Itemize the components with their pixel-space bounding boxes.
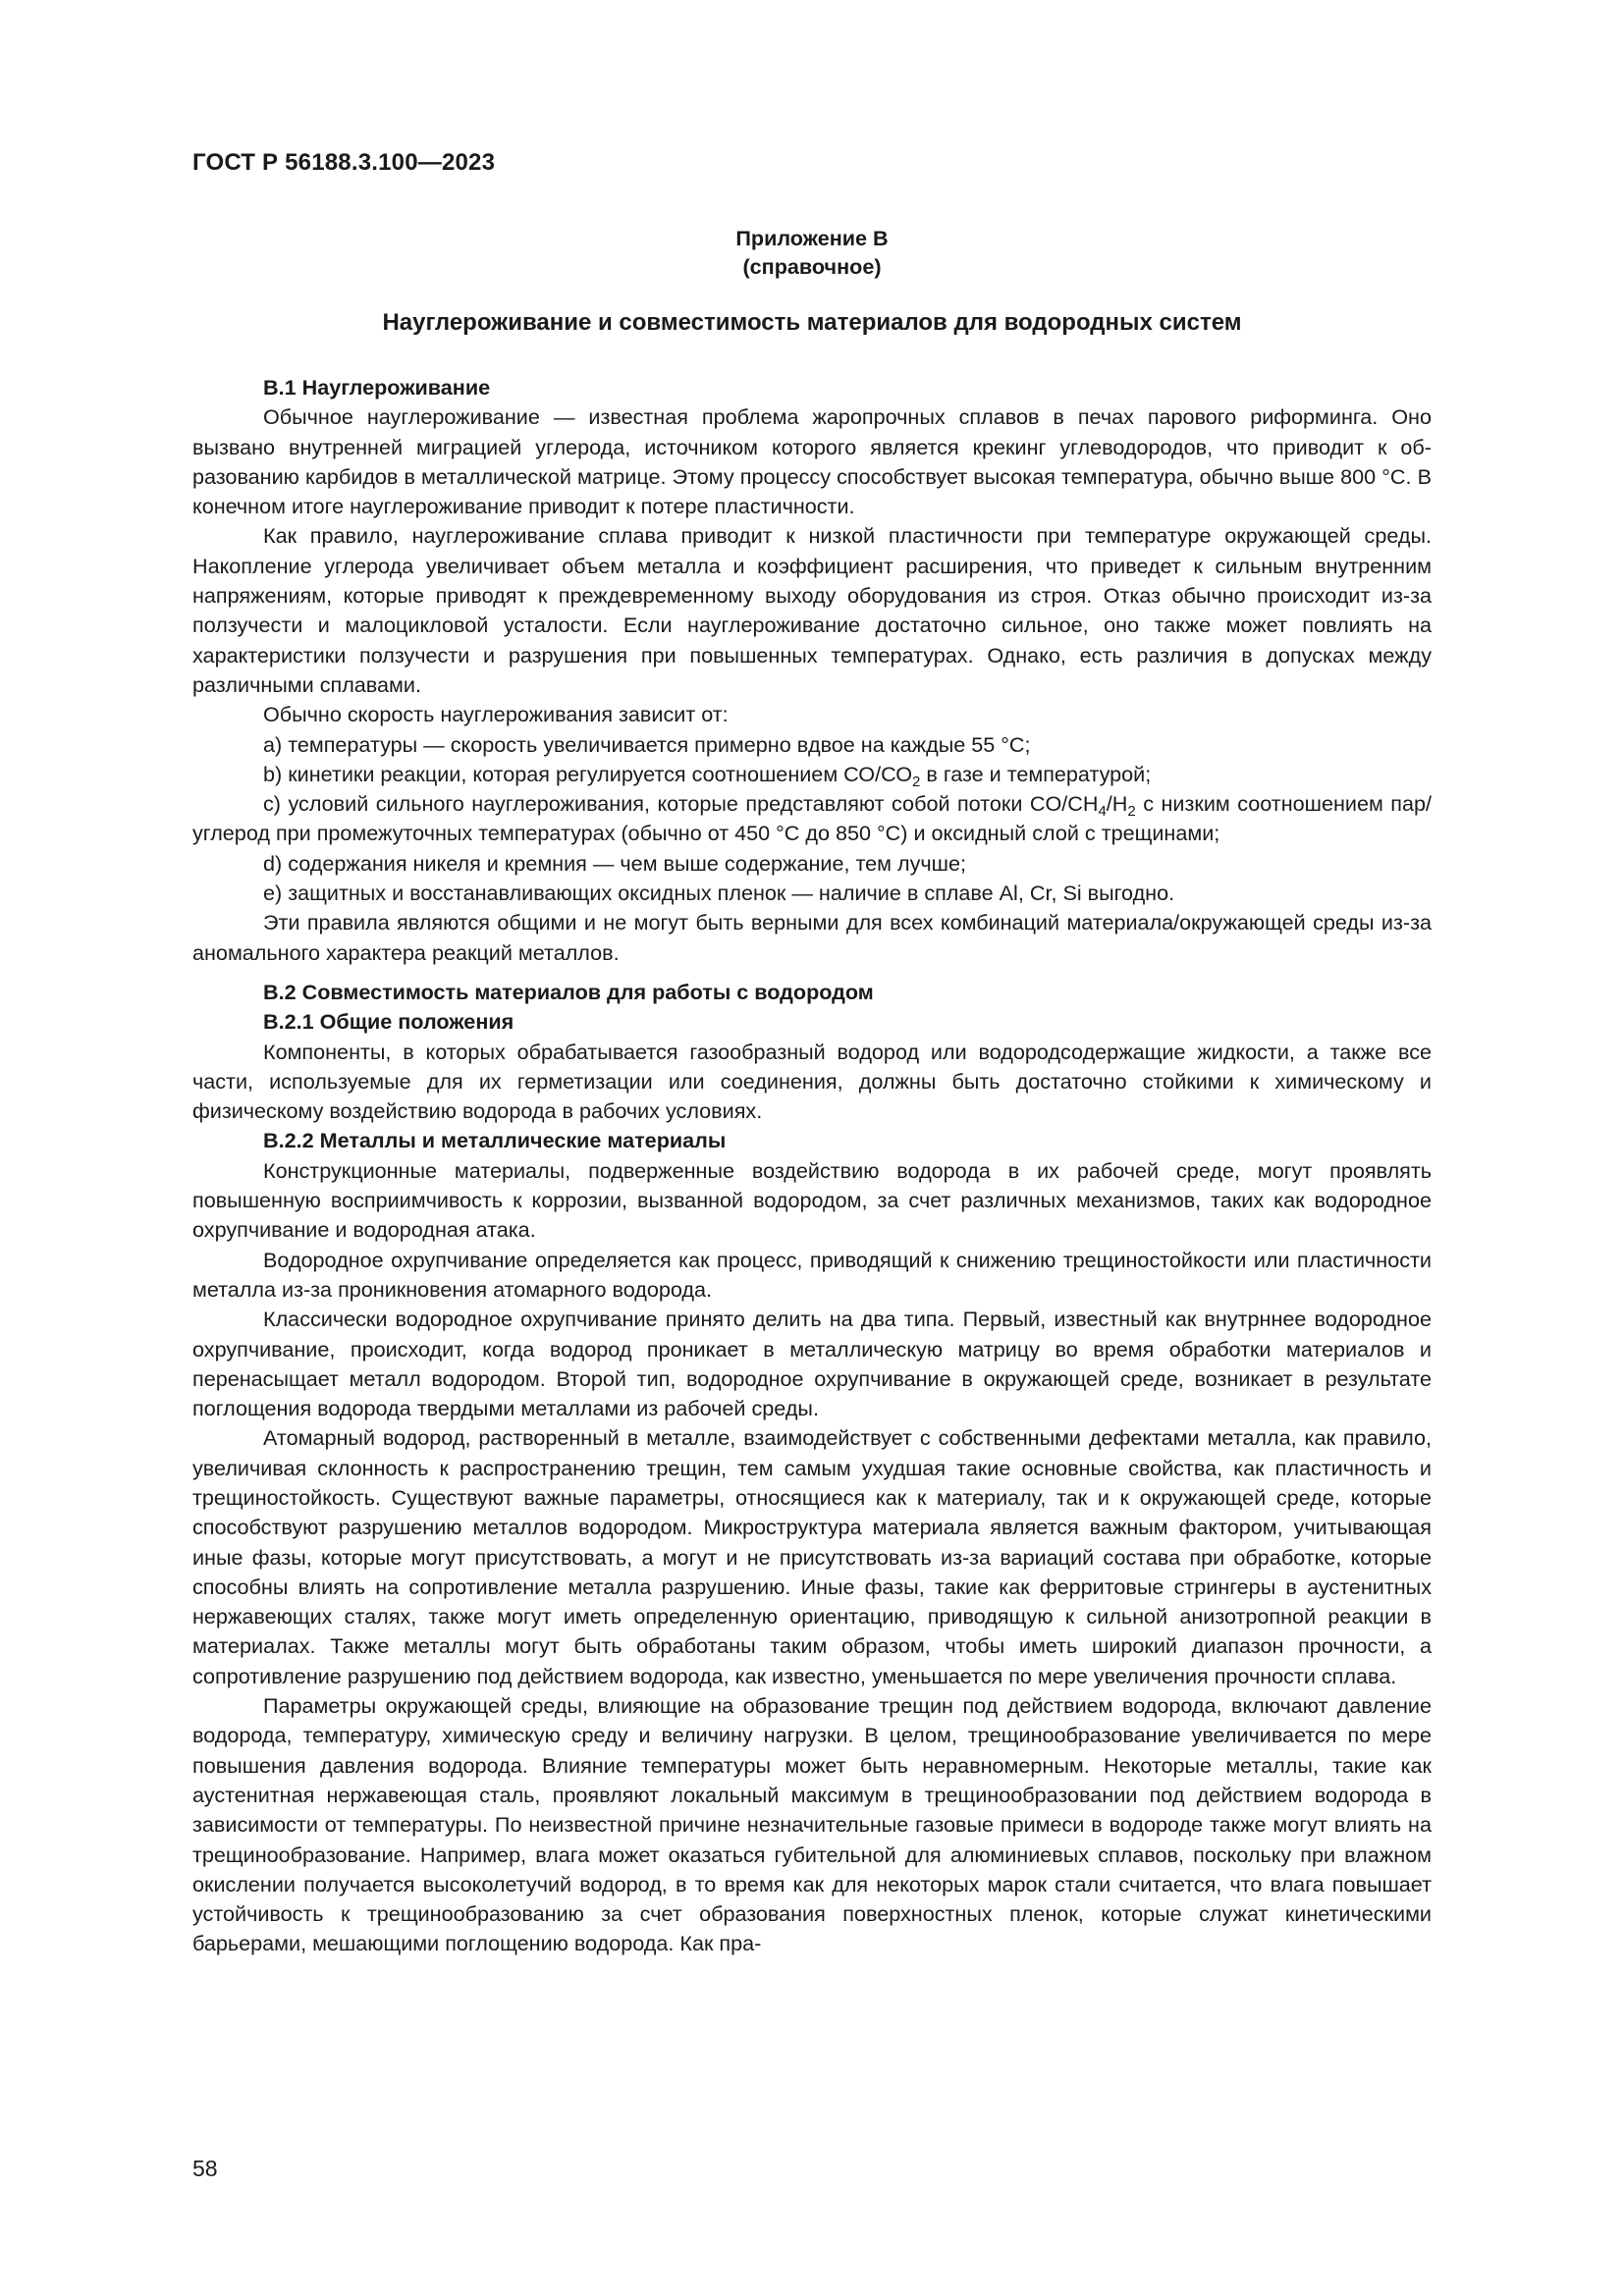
appendix-kind: (справочное) [742, 254, 882, 279]
subsection-heading-b22: В.2.2 Металлы и металлические материалы [263, 1128, 727, 1153]
section-heading-b1: В.1 Науглероживание [263, 375, 491, 400]
paragraph: Водородное охрупчивание определяется как процесс, приводящий к снижению трещиностойкости или пластичности металла из-за проникновения атомарного водорода. [192, 1247, 1432, 1302]
document-code: ГОСТ Р 56188.3.100—2023 [192, 149, 496, 176]
paragraph: Компоненты, в которых обрабатывается газообразный водород или водородсодержащие жидкости, а также все части, используемые для их герметизации или соединения, должны быть достаточно стойкими к химическому и физическому воздействию водорода в рабочих условиях. [192, 1039, 1432, 1124]
page-number: 58 [192, 2156, 218, 2181]
paragraph: Как правило, науглероживание сплава приводит к низкой пластичности при температуре окружающей среды. Накопление углерода увеличивает объем металла и коэффициент расширения, что приведет к сильным внутренним напряжениям, которые приводят к преждевременному выходу оборудования из строя. Отказ обычно происходит из-за ползучести и малоцикловой усталости. Если науглероживание достаточно сильное, оно также может повлиять на характеристики ползучести и разрушения при повышенных температурах. Однако, есть различия в допусках между различными сплавами. [192, 523, 1432, 697]
page-content [192, 224, 1432, 1959]
list-item: с) условий сильного науглероживания, которые представляют собой потоки $CO/CH_4/H_2$ с низким соотношением пар/углерод при промежуточных температурах (обычно от 450 °С до 850 °С) и оксидный слой с трещинами; [192, 791, 1432, 846]
paragraph: Классически водородное охрупчивание принято делить на два типа. Первый, известный как внутрннее водородное охрупчивание, происходит, когда водород проникает в металлическую матрицу во время обработки материалов и перенасыщает металл водородом. Второй тип, водородное охрупчивание в окружающей среде, возникает в результате поглощения водорода твердыми металлами из рабочей среды. [192, 1307, 1432, 1421]
appendix-heading: Науглероживание и совместимость материалов для водородных систем [382, 309, 1242, 336]
list-item: a) температуры — скорость увеличивается примерно вдвое на каждые 55 °С; [263, 731, 1031, 757]
list-item: e) защитных и восстанавливающих оксидных пленок — наличие в сплаве Al, Cr, Si выгодно. [263, 881, 1175, 906]
paragraph: Атомарный водород, растворенный в металле, взаимодействует с собственными дефектами металла, как правило, увеличивая склонность к распространению трещин, тем самым ухудшая такие основные свойства, как пластичность и трещиностойкость. Существуют важные параметры, относящиеся как к материалу, так и к окружающей среде, которые способствуют разрушению металлов водородом. Микроструктура материала является важным фактором, учитывающая иные фазы, которые могут присутствовать, а могут и не присутствовать из-за вариаций состава при обработке, которые способны влиять на сопротивление металла разрушению. Иные фазы, такие как ферритовые стрингеры в аустенитных нержавеющих сталях, также могут иметь определенную ориентацию, приводящую к сильной анизотропной реакции в материалах. Также металлы могут быть обработаны таким образом, чтобы иметь широкий диапазон прочности, а сопротивление разрушению под действием водорода, как известно, уменьшается по мере увеличения прочности сплава. [192, 1425, 1432, 1688]
section-heading-b2: В.2 Совместимость материалов для работы с водородом [263, 979, 874, 1004]
paragraph: Конструкционные материалы, подверженные воздействию водорода в их рабочей среде, могут проявлять повышенную восприимчивость к коррозии, вызванной водородом, за счет различных механизмов, таких как водородное охрупчивание и водородная атака. [192, 1157, 1432, 1243]
appendix-title: Приложение В [735, 226, 889, 250]
subsection-heading-b21: В.2.1 Общие положения [263, 1009, 514, 1035]
paragraph: Обычное науглероживание — известная проблема жаропрочных сплавов в печах парового риформинга. Оно вызвано внутренней миграцией углерода, источником которого является крекинг углеводородов, что приводит к образованию карбидов в металлической матрице. Этому процессу способствует высокая температура, обычно выше 800 °С. В конечном итоге науглероживание приводит к потере пластичности. [192, 404, 1432, 519]
carburization-factor-list [192, 730, 1432, 909]
list-item: b) кинетики реакции, которая регулируется соотношением $СО/СО_2$ в газе и температурой; [263, 761, 1152, 790]
list-item: d) содержания никеля и кремния — чем выше содержание, тем лучше; [263, 850, 966, 876]
paragraph: Обычно скорость науглероживания зависит от: [263, 702, 729, 727]
paragraph: Параметры окружающей среды, влияющие на образование трещин под действием водорода, включают давление водорода, температуру, химическую среду и величину нагрузки. В целом, трещинообразование увеличивается по мере повышения давления водорода. Влияние температуры может быть неравномерным. Некоторые металлы, такие как аустенитная нержавеющая сталь, проявляют локальный максимум в трещинообразовании под действием водорода в зависимости от температуры. По неизвестной причине незначительные газовые примеси в водороде также могут влиять на трещинообразование. Например, влага может оказаться губительной для алюминиевых сплавов, поскольку при влажном окислении получается высоколетучий водород, в то время как для некоторых марок стали считается, что влага повышает устойчивость к трещинообразованию за счет образования поверхностных пленок, которые служат кинетическими барьерами, мешающими поглощению водорода. Как пра- [192, 1693, 1432, 1956]
paragraph: Эти правила являются общими и не могут быть верными для всех комбинаций материала/окружающей среды из-за аномального характера реакций металлов. [192, 910, 1432, 965]
